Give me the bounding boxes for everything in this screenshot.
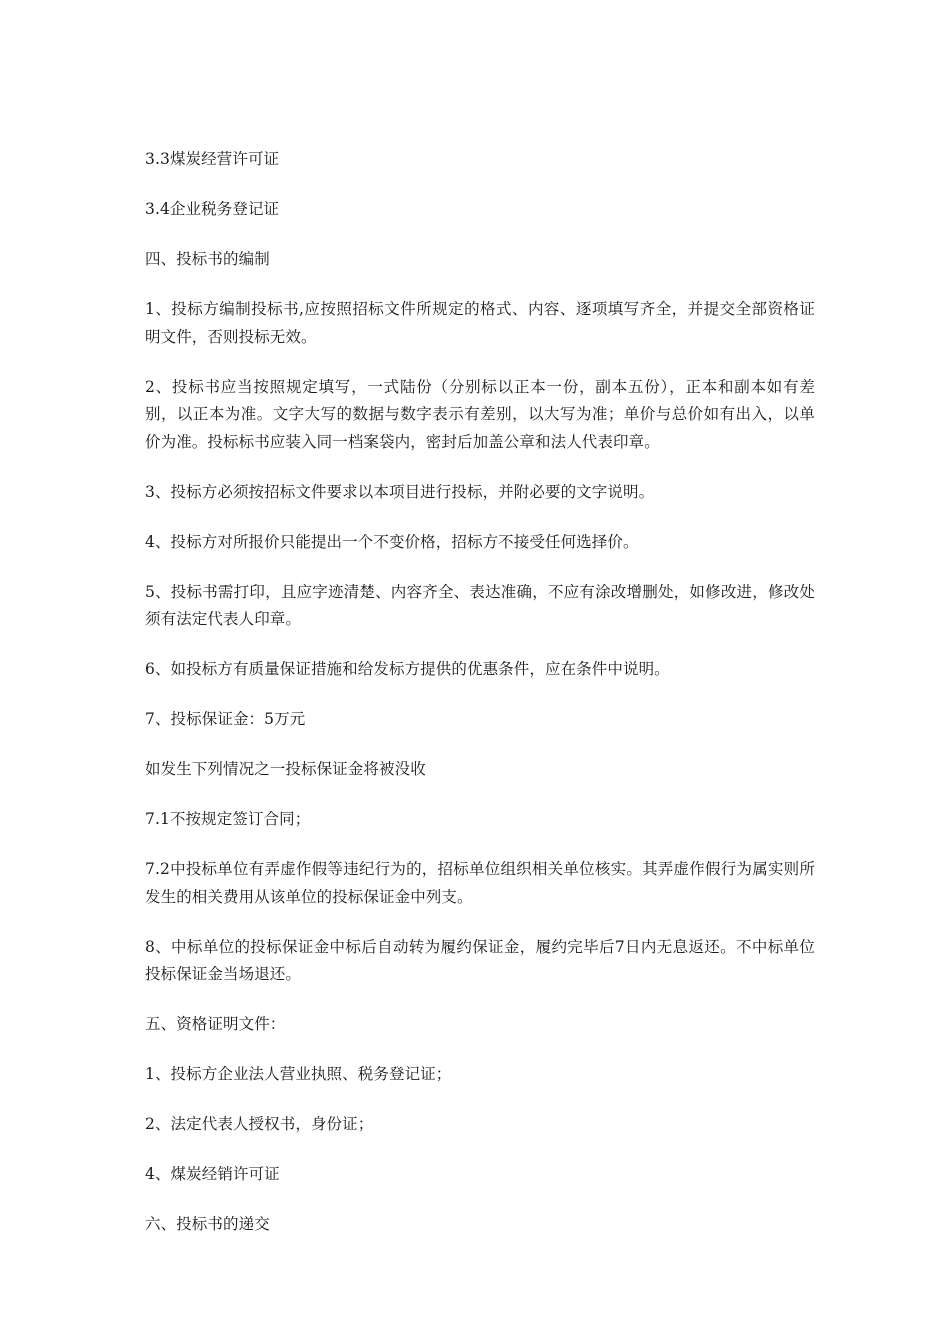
paragraph-item-8: 8、中标单位的投标保证金中标后自动转为履约保证金，履约完毕后7日内无息返还。不中标单位投标保证金当场退还。 [145,937,815,983]
paragraph-item-7-1: 7.1不按规定签订合同； [145,810,311,828]
paragraph-forfeit-conditions: 如发生下列情况之一投标保证金将被没收 [145,760,426,778]
paragraph-item-4: 4、投标方对所报价只能提出一个不变价格，招标方不接受任何选择价。 [145,532,639,551]
paragraph-3-4-tax-registration: 3.4企业税务登记证 [145,200,280,218]
paragraph-item-3: 3、投标方必须按招标文件要求以本项目进行投标，并附必要的文字说明。 [145,482,655,501]
paragraph-item-6: 6、如投标方有质量保证措施和给发标方提供的优惠条件，应在条件中说明。 [145,660,670,678]
paragraph-3-3-coal-license: 3.3煤炭经营许可证 [145,150,280,168]
paragraph-item-2: 2、投标书应当按照规定填写，一式陆份（分别标以正本一份，副本五份），正本和副本如有差别，以正本为准。文字大写的数据与数字表示有差别，以大写为准；单价与总价如有出入，以单价为准。投标标书应装入同一档案袋内，密封后加盖公章和法人代表印章。 [145,377,815,451]
section-heading-5: 五、资格证明文件： [145,1015,286,1033]
paragraph-item-5: 5、投标书需打印，且应字迹清楚、内容齐全、表达准确，不应有涂改增删处，如修改进，修改处须有法定代表人印章。 [145,582,815,628]
paragraph-qualification-4: 4、煤炭经销许可证 [145,1165,280,1183]
section-heading-4: 四、投标书的编制 [145,250,270,268]
document-body [145,146,815,1261]
paragraph-qualification-2: 2、法定代表人授权书，身份证； [145,1115,374,1133]
paragraph-item-1: 1、投标方编制投标书,应按照招标文件所规定的格式、内容、逐项填写齐全，并提交全部资格证明文件，否则投标无效。 [145,300,815,346]
paragraph-qualification-1: 1、投标方企业法人营业执照、税务登记证； [145,1065,452,1083]
section-heading-6: 六、投标书的递交 [145,1215,270,1233]
paragraph-item-7-2: 7.2中投标单位有弄虚作假等违纪行为的，招标单位组织相关单位核实。其弄虚作假行为属实则所发生的相关费用从该单位的投标保证金中列支。 [145,860,815,906]
paragraph-item-7: 7、投标保证金：5万元 [145,710,306,728]
